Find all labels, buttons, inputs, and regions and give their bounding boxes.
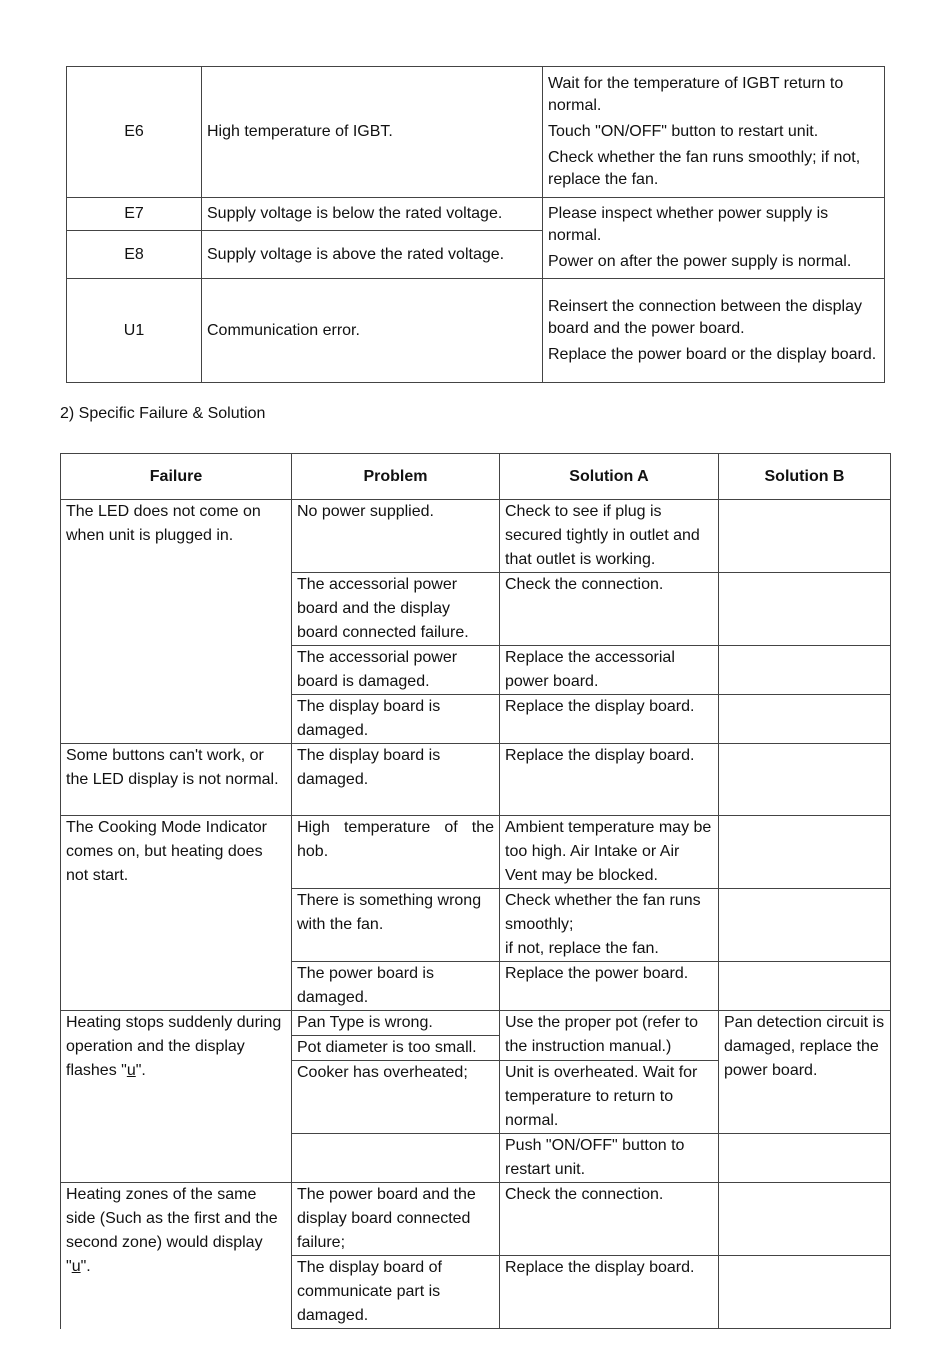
solution-a-cell: Replace the accessorial power board. [500,646,719,695]
error-code: E7 [67,198,202,231]
header-problem: Problem [292,454,500,500]
solution-a-cell: Use the proper pot (refer to the instruction manual.) [500,1011,719,1061]
solution-a-cell [500,889,719,962]
header-row [61,454,891,500]
header-solution-a: Solution A [500,454,719,500]
table-row [67,279,885,383]
solution-b-cell [719,744,891,816]
error-cause: Supply voltage is above the rated voltage. [202,231,543,279]
solution-line: Power on after the power supply is normal. [548,253,852,270]
solution-line: Check whether the fan runs smoothly; if not, replace the fan. [548,149,861,188]
table-row [61,1011,891,1036]
solution-b-cell [719,500,891,573]
problem-cell: The power board is damaged. [292,962,500,1011]
error-cause: High temperature of IGBT. [202,67,543,198]
problem-cell: Pot diameter is too small. [292,1036,500,1061]
solution-b-cell [719,573,891,646]
header-solution-b: Solution B [719,454,891,500]
table-row [61,816,891,889]
solution-a-cell: Replace the display board. [500,1256,719,1329]
problem-cell: The display board of communicate part is damaged. [292,1256,500,1329]
solution-a-cell: Replace the display board. [500,695,719,744]
solution-line: Reinsert the connection between the display board and the power board. [548,297,862,337]
failure-cell [61,1011,292,1183]
solution-line: if not, replace the fan. [505,940,659,957]
solution-b-cell [719,646,891,695]
solution-a-cell: Ambient temperature may be too high. Air Intake or Air Vent may be blocked. [500,816,719,889]
solution-a-cell: Check the connection. [500,1183,719,1256]
failure-cell: The Cooking Mode Indicator comes on, but heating does not start. [61,816,292,1011]
failure-text: ". [80,1258,91,1275]
header-failure: Failure [61,454,292,500]
problem-cell: The accessorial power board is damaged. [292,646,500,695]
table-row [61,1183,891,1256]
table-row [61,500,891,573]
solution-line: Touch "ON/OFF" button to restart unit. [548,123,819,140]
failure-cell [61,1183,292,1329]
table-row [61,744,891,816]
solution-b-cell [719,816,891,889]
error-code: U1 [67,279,202,383]
error-solution [543,67,885,198]
failure-text: Heating stops suddenly during operation and the display flashes " [66,1014,282,1079]
error-code-table [66,66,885,383]
table-row [67,198,885,231]
solution-b-cell [719,962,891,1011]
problem-cell: The display board is damaged. [292,744,500,816]
error-code: E6 [67,67,202,198]
solution-a-cell: Check to see if plug is secured tightly in outlet and that outlet is working. [500,500,719,573]
u-symbol: u [126,1062,136,1079]
problem-cell: High temperature of the hob. [292,816,500,889]
solution-b-cell: Pan detection circuit is damaged, replace the power board. [719,1011,891,1134]
solution-b-cell [719,1183,891,1256]
failure-text: Heating zones of the same side (Such as the first and the second zone) would display " [66,1186,278,1275]
solution-b-cell [719,695,891,744]
error-solution [543,198,885,279]
problem-cell: The display board is damaged. [292,695,500,744]
error-cause: Communication error. [202,279,543,383]
error-solution [543,279,885,383]
solution-b-cell [719,1134,891,1183]
error-cause: Supply voltage is below the rated voltage. [202,198,543,231]
problem-cell: No power supplied. [292,500,500,573]
solution-line: Check whether the fan runs smoothly; [505,892,701,933]
solution-a-cell: Replace the power board. [500,962,719,1011]
problem-cell: The power board and the display board connected failure; [292,1183,500,1256]
problem-cell: Cooker has overheated; [292,1061,500,1134]
problem-cell: Pan Type is wrong. [292,1011,500,1036]
problem-cell: The accessorial power board and the display board connected failure. [292,573,500,646]
failure-solution-table [60,453,891,1329]
failure-cell: The LED does not come on when unit is plugged in. [61,500,292,744]
solution-a-cell: Check the connection. [500,573,719,646]
problem-cell [292,1134,500,1183]
failure-text: ". [135,1062,146,1079]
solution-line: Wait for the temperature of IGBT return to normal. [548,75,844,114]
solution-line: Please inspect whether power supply is normal. [548,205,829,244]
error-code: E8 [67,231,202,279]
failure-cell: Some buttons can't work, or the LED display is not normal. [61,744,292,816]
solution-a-cell: Push "ON/OFF" button to restart unit. [500,1134,719,1183]
solution-a-cell: Replace the display board. [500,744,719,816]
table-row [67,67,885,198]
solution-a-cell: Unit is overheated. Wait for temperature to return to normal. [500,1061,719,1134]
problem-cell: There is something wrong with the fan. [292,889,500,962]
u-symbol: u [71,1258,81,1275]
section-title: 2) Specific Failure & Solution [60,405,266,422]
solution-b-cell [719,889,891,962]
solution-b-cell [719,1256,891,1329]
solution-line: Replace the power board or the display board. [548,345,877,363]
